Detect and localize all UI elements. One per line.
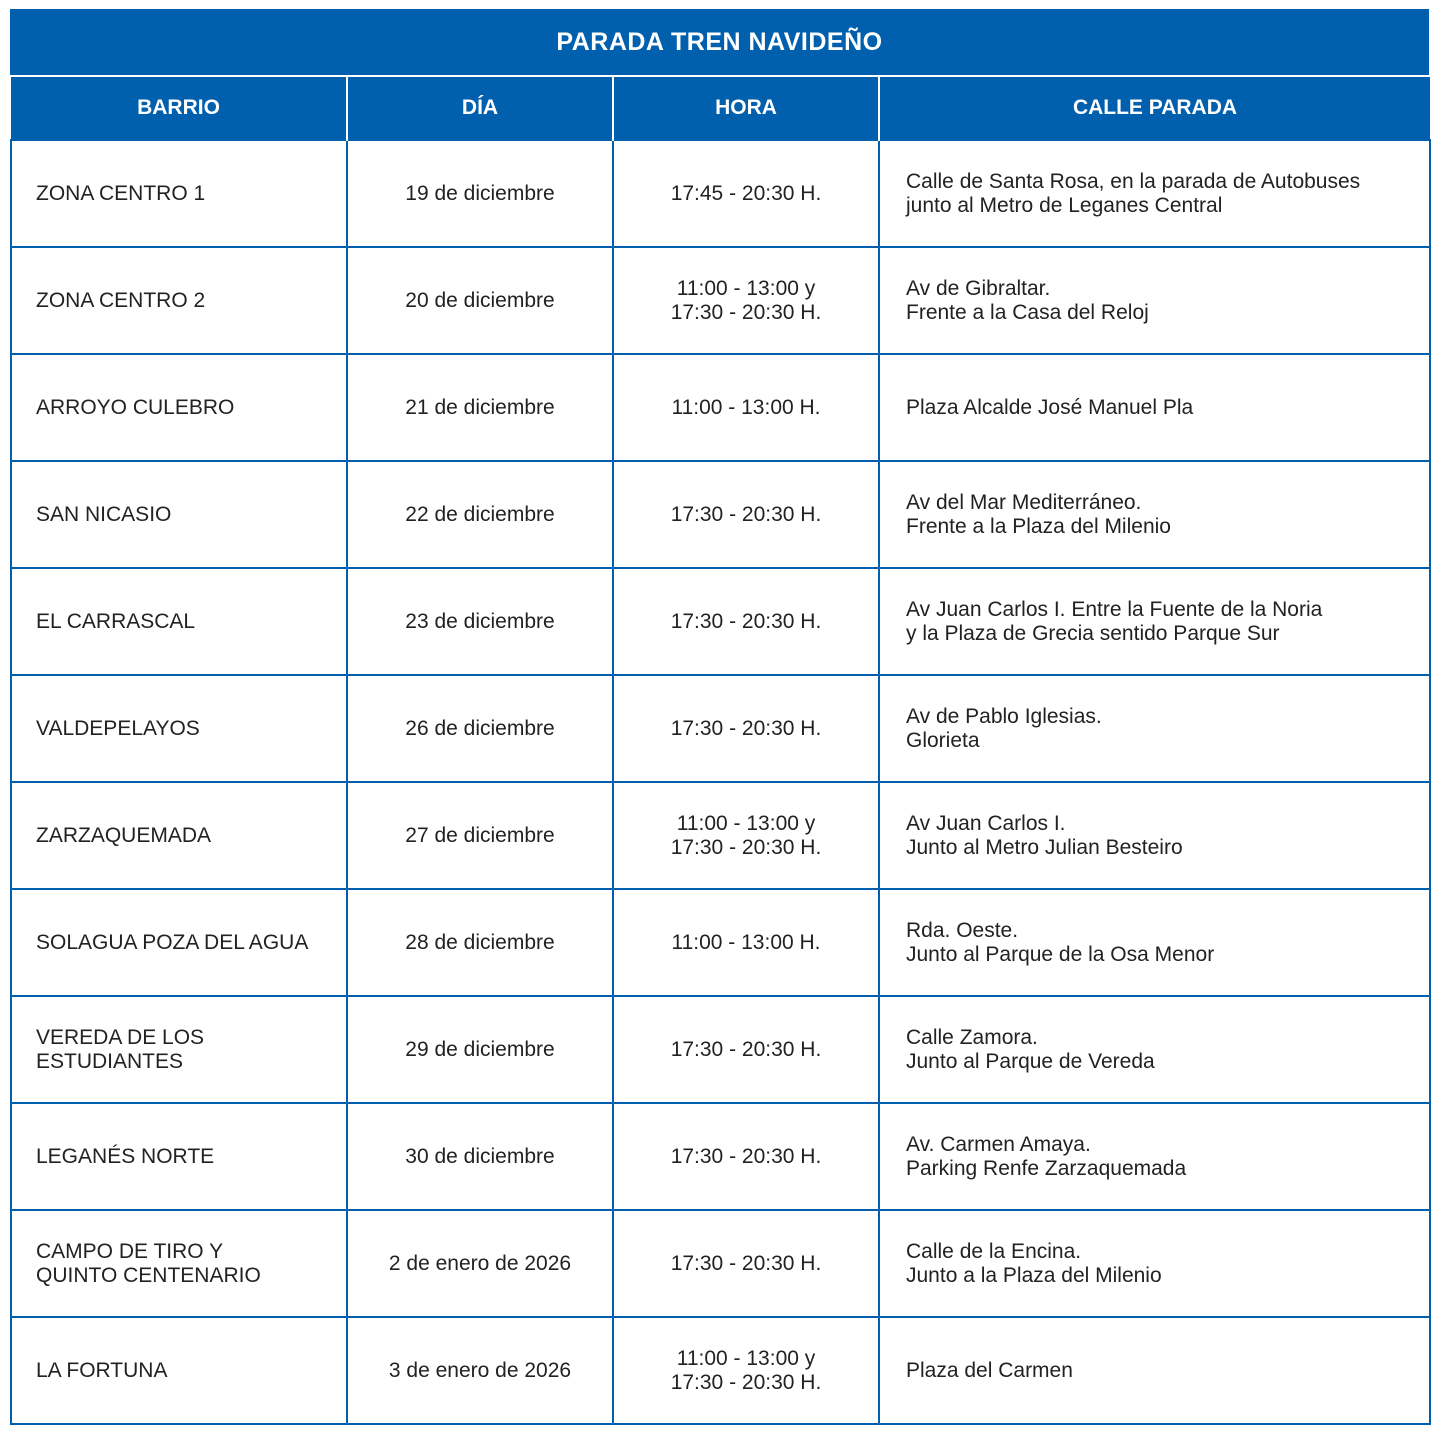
cell-hora: 11:00 - 13:00 y 17:30 - 20:30 H. — [613, 247, 879, 354]
cell-barrio: VEREDA DE LOS ESTUDIANTES — [11, 996, 347, 1103]
header-row — [11, 77, 1430, 140]
cell-calle: Calle de Santa Rosa, en la parada de Autobuses junto al Metro de Leganes Central — [879, 140, 1430, 247]
cell-barrio: ARROYO CULEBRO — [11, 354, 347, 461]
header-hora: HORA — [613, 77, 879, 140]
table-row — [11, 889, 1430, 996]
cell-calle: Plaza del Carmen — [879, 1317, 1430, 1424]
cell-dia: 3 de enero de 2026 — [347, 1317, 613, 1424]
cell-barrio: ZONA CENTRO 1 — [11, 140, 347, 247]
cell-hora: 11:00 - 13:00 H. — [613, 889, 879, 996]
cell-dia: 30 de diciembre — [347, 1103, 613, 1210]
cell-dia: 28 de diciembre — [347, 889, 613, 996]
cell-hora: 11:00 - 13:00 y 17:30 - 20:30 H. — [613, 782, 879, 889]
cell-hora: 17:30 - 20:30 H. — [613, 568, 879, 675]
cell-hora: 17:30 - 20:30 H. — [613, 1210, 879, 1317]
cell-barrio: VALDEPELAYOS — [11, 675, 347, 782]
cell-dia: 29 de diciembre — [347, 996, 613, 1103]
cell-barrio: SAN NICASIO — [11, 461, 347, 568]
cell-calle: Av. Carmen Amaya. Parking Renfe Zarzaquemada — [879, 1103, 1430, 1210]
header-calle: CALLE PARADA — [879, 77, 1430, 140]
cell-calle: Av del Mar Mediterráneo. Frente a la Plaza del Milenio — [879, 461, 1430, 568]
cell-barrio: LA FORTUNA — [11, 1317, 347, 1424]
table-row — [11, 996, 1430, 1103]
cell-barrio: EL CARRASCAL — [11, 568, 347, 675]
table-row — [11, 1103, 1430, 1210]
header-barrio: BARRIO — [11, 77, 347, 140]
cell-calle: Av de Gibraltar. Frente a la Casa del Reloj — [879, 247, 1430, 354]
table-title: PARADA TREN NAVIDEÑO — [10, 9, 1429, 77]
cell-calle: Av de Pablo Iglesias. Glorieta — [879, 675, 1430, 782]
table-row — [11, 1210, 1430, 1317]
table-row — [11, 461, 1430, 568]
cell-dia: 2 de enero de 2026 — [347, 1210, 613, 1317]
cell-dia: 22 de diciembre — [347, 461, 613, 568]
cell-barrio: LEGANÉS NORTE — [11, 1103, 347, 1210]
cell-hora: 17:30 - 20:30 H. — [613, 1103, 879, 1210]
schedule-sheet — [10, 9, 1429, 1425]
cell-calle: Calle de la Encina. Junto a la Plaza del Milenio — [879, 1210, 1430, 1317]
table-row — [11, 568, 1430, 675]
cell-barrio: ZONA CENTRO 2 — [11, 247, 347, 354]
cell-dia: 20 de diciembre — [347, 247, 613, 354]
cell-calle: Calle Zamora. Junto al Parque de Vereda — [879, 996, 1430, 1103]
table-row — [11, 782, 1430, 889]
header-dia: DÍA — [347, 77, 613, 140]
cell-dia: 23 de diciembre — [347, 568, 613, 675]
cell-calle: Plaza Alcalde José Manuel Pla — [879, 354, 1430, 461]
cell-hora: 11:00 - 13:00 H. — [613, 354, 879, 461]
cell-hora: 17:45 - 20:30 H. — [613, 140, 879, 247]
cell-calle: Av Juan Carlos I. Junto al Metro Julian Besteiro — [879, 782, 1430, 889]
cell-dia: 19 de diciembre — [347, 140, 613, 247]
table-row — [11, 675, 1430, 782]
cell-hora: 17:30 - 20:30 H. — [613, 996, 879, 1103]
cell-hora: 11:00 - 13:00 y 17:30 - 20:30 H. — [613, 1317, 879, 1424]
cell-calle: Av Juan Carlos I. Entre la Fuente de la Noria y la Plaza de Grecia sentido Parque Sur — [879, 568, 1430, 675]
schedule-table — [10, 77, 1431, 1425]
table-row — [11, 247, 1430, 354]
table-row — [11, 1317, 1430, 1424]
cell-dia: 27 de diciembre — [347, 782, 613, 889]
table-row — [11, 140, 1430, 247]
cell-hora: 17:30 - 20:30 H. — [613, 675, 879, 782]
table-row — [11, 354, 1430, 461]
cell-dia: 26 de diciembre — [347, 675, 613, 782]
cell-barrio: SOLAGUA POZA DEL AGUA — [11, 889, 347, 996]
cell-barrio: ZARZAQUEMADA — [11, 782, 347, 889]
cell-hora: 17:30 - 20:30 H. — [613, 461, 879, 568]
cell-dia: 21 de diciembre — [347, 354, 613, 461]
cell-calle: Rda. Oeste. Junto al Parque de la Osa Menor — [879, 889, 1430, 996]
cell-barrio: CAMPO DE TIRO Y QUINTO CENTENARIO — [11, 1210, 347, 1317]
